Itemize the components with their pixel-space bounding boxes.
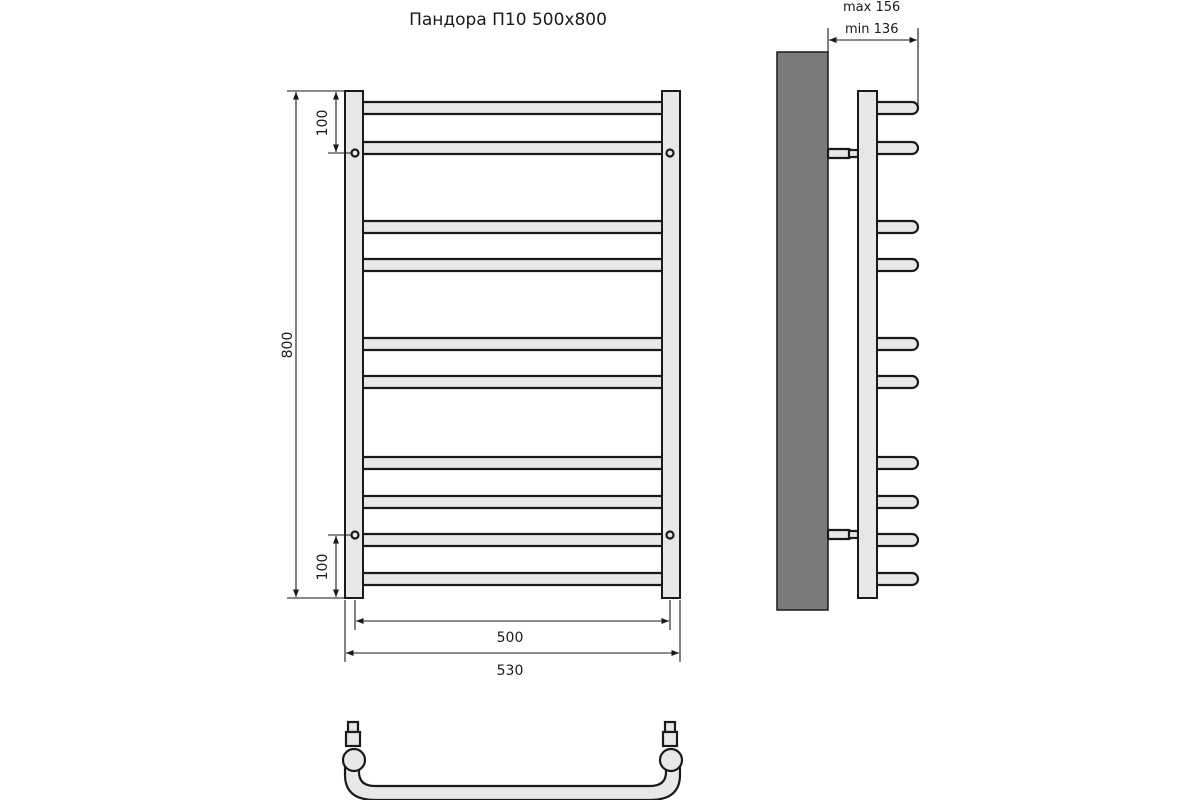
top-view-u-bend: [345, 760, 680, 800]
top-left-connection: [352, 150, 359, 157]
side-vertical-rail: [858, 91, 877, 598]
front-rung-7: [350, 457, 675, 469]
front-rung-6: [350, 376, 675, 388]
bottom-wall-bracket-nut: [849, 531, 858, 538]
front-rung-9: [350, 534, 675, 546]
top-view-left-riser: [343, 749, 365, 771]
bottom-right-connection: [667, 532, 674, 539]
front-rung-5: [350, 338, 675, 350]
front-rung-4: [350, 259, 675, 271]
top-view-right-valve-cap: [665, 722, 675, 732]
top-wall-bracket: [828, 149, 850, 158]
front-view: [345, 91, 680, 598]
front-rung-2: [350, 142, 675, 154]
front-rungs: [350, 102, 675, 585]
product-title: Пандора П10 500х800: [409, 10, 607, 30]
top-right-connection: [667, 150, 674, 157]
top-spacing-label: 100: [315, 109, 331, 137]
depth-min-label: min 136: [845, 22, 899, 37]
top-view-left-valve-cap: [348, 722, 358, 732]
height-dimension-label: 800: [280, 331, 296, 359]
wall-section: [777, 52, 828, 610]
front-rung-8: [350, 496, 675, 508]
depth-max-label: max 156: [843, 0, 901, 15]
bottom-left-connection: [352, 532, 359, 539]
top-view-left-valve-stem: [346, 732, 360, 746]
front-rung-3: [350, 221, 675, 233]
front-rung-10: [350, 573, 675, 585]
center-distance-dimension: [355, 600, 670, 646]
top-wall-bracket-nut: [849, 150, 858, 157]
depth-dimension: [828, 0, 918, 105]
top-view: [343, 722, 682, 800]
height-dimension: [280, 91, 345, 598]
front-rung-1: [350, 102, 675, 114]
top-view-right-valve-stem: [663, 732, 677, 746]
side-view: [777, 52, 918, 610]
center-distance-label: 500: [496, 630, 524, 646]
overall-width-label: 530: [496, 663, 524, 679]
top-view-right-riser: [660, 749, 682, 771]
left-vertical-rail: [345, 91, 363, 598]
right-vertical-rail: [662, 91, 680, 598]
bottom-wall-bracket: [828, 530, 850, 539]
bottom-spacing-label: 100: [315, 553, 331, 581]
